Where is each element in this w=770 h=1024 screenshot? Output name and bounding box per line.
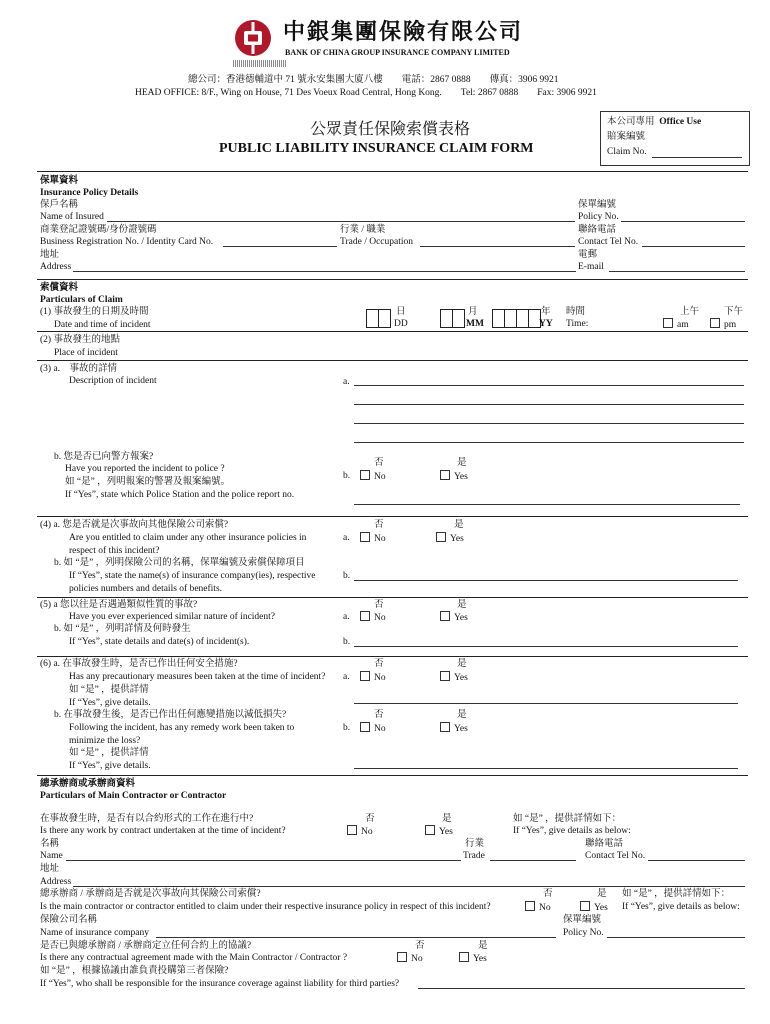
q6a-yes-option[interactable] — [440, 671, 468, 684]
c-contact-zh: 聯絡電話 — [585, 839, 624, 849]
claim-no-field[interactable] — [652, 157, 742, 158]
q6b-en2: minimize the loss? — [69, 736, 141, 746]
divider — [37, 516, 748, 517]
q3b-yes-option[interactable] — [440, 470, 468, 483]
q6b-details-field[interactable] — [354, 768, 738, 769]
c-q1-no-checkbox[interactable] — [347, 825, 357, 835]
c-trade-field[interactable] — [490, 860, 576, 861]
insured-zh: 保戶名稱 — [40, 200, 79, 210]
c-q2-zh: 總承辦商 / 承辦商是否就是次事故向其保險公司索償? — [40, 889, 261, 899]
c-policy-en: Policy No. — [563, 928, 604, 938]
c-q2-no-checkbox[interactable] — [525, 901, 535, 911]
contact-field[interactable] — [642, 246, 745, 247]
yes-zh: 是 — [442, 814, 452, 824]
yes-zh: 是 — [454, 520, 464, 530]
office-use-label — [607, 116, 701, 128]
q4a-yes-checkbox[interactable] — [436, 532, 446, 542]
email-field[interactable] — [609, 271, 745, 272]
no-en: No — [374, 724, 386, 734]
yes-zh: 是 — [457, 710, 467, 720]
q4a-zh: (4) a. 您是否就是次事故向其他保險公司索償? — [40, 520, 229, 530]
q2-en: Place of incident — [54, 348, 118, 358]
policy-no-field[interactable] — [621, 221, 745, 222]
yes-en: Yes — [594, 903, 608, 913]
company-logo — [233, 18, 273, 58]
contact-en: Contact Tel No. — [578, 237, 639, 247]
no-zh: 否 — [415, 941, 425, 951]
c-address-zh: 地址 — [40, 864, 60, 874]
boc-logo-icon — [233, 18, 273, 58]
divider — [37, 279, 748, 280]
yes-zh: 是 — [457, 659, 467, 669]
q5b-field[interactable] — [354, 646, 738, 647]
q6a-zh: (6) a. 在事故發生時，是否已作出任何安全措施? — [40, 659, 238, 669]
q6a-en: Has any precautionary measures been taken at the time of incident? — [69, 672, 326, 682]
q5b-zh: b. 如 “是” ，列明詳情及何時發生 — [54, 624, 191, 634]
q3a-en: Description of incident — [69, 376, 157, 386]
no-en: No — [374, 534, 386, 544]
head-office-zh: 總公司：香港德輔道中 71 號永安集團大廈八樓 電話：2867 0888 傳真：3906 9921 — [188, 75, 559, 85]
q4b-en2: policies numbers and details of benefits. — [69, 584, 223, 594]
insured-en: Name of Insured — [40, 212, 104, 222]
q3a-line-3[interactable] — [354, 423, 744, 424]
form-title-zh: 公眾責任保險索償表格 — [310, 121, 471, 138]
c-name-zh: 名稱 — [40, 839, 60, 849]
q3b-yes-en: If “Yes”, state which Police Station and the police report no. — [65, 490, 295, 500]
company-name-en: BANK OF CHINA GROUP INSURANCE COMPANY LIMITED — [285, 48, 510, 57]
c-q2-details-zh: 如 “是” ，提供詳情如下： — [622, 889, 731, 899]
month-en: MM — [466, 319, 484, 329]
yes-en: Yes — [454, 613, 468, 623]
q1-en: Date and time of incident — [54, 320, 151, 330]
no-zh: 否 — [543, 889, 553, 899]
day-digit-2[interactable] — [378, 309, 391, 328]
c-q2-yes-option[interactable] — [580, 901, 608, 914]
c-q3-zh: 是否已與總承辦商 / 承辦商定立任何合約上的協議? — [40, 941, 252, 951]
q6a-yes-zh: 如 “是” ，提供詳情 — [69, 685, 149, 695]
q3a-label: a. — [343, 377, 350, 387]
q5a-label: a. — [343, 612, 350, 622]
q4a-yes-option[interactable] — [436, 532, 464, 545]
divider — [37, 775, 748, 776]
yes-zh: 是 — [457, 600, 467, 610]
c-name-en: Name — [40, 851, 63, 861]
q4a-label: a. — [343, 533, 350, 543]
c-q1-zh: 在事故發生時，是否有以合約形式的工作在進行中? — [40, 814, 254, 824]
q3a-line-1[interactable] — [354, 385, 744, 386]
c-q1-no-option[interactable] — [347, 825, 373, 838]
c-trade-zh: 行業 — [465, 839, 485, 849]
br-zh: 商業登記證號碼/身份證號碼 — [40, 225, 157, 235]
address-en: Address — [40, 262, 72, 272]
yes-en: Yes — [454, 673, 468, 683]
q6b-no-checkbox[interactable] — [360, 722, 370, 732]
divider — [37, 360, 748, 361]
no-en: No — [411, 954, 423, 964]
no-en: No — [374, 613, 386, 623]
time-zh: 時間 — [566, 307, 586, 317]
c-q4-en: If “Yes”, who shall be responsible for the insurance coverage against liability for third parties? — [40, 979, 400, 989]
am-zh: 上午 — [680, 307, 700, 317]
q5a-yes-checkbox[interactable] — [440, 611, 450, 621]
yes-en: Yes — [439, 827, 453, 837]
policy-heading-en: Insurance Policy Details — [40, 188, 139, 198]
c-policy-zh: 保單編號 — [563, 915, 602, 925]
c-q3-yes-option[interactable] — [459, 952, 487, 965]
yes-zh: 是 — [597, 889, 607, 899]
year-zh: 年 — [541, 307, 551, 317]
c-address-en: Address — [40, 877, 72, 887]
head-office-en: HEAD OFFICE: 8/F., Wing on House, 71 Des Voeux Road Central, Hong Kong. Tel: 2867 0888 Fax: 3906 9921 — [135, 88, 597, 98]
q3a-line-2[interactable] — [354, 404, 744, 405]
c-ins-zh: 保險公司名稱 — [40, 915, 98, 925]
pm-option[interactable] — [710, 318, 736, 331]
q3b-no-checkbox[interactable] — [360, 470, 370, 480]
month-digit-2[interactable] — [452, 309, 465, 328]
q6a-no-checkbox[interactable] — [360, 671, 370, 681]
contractor-heading-zh: 總承辦商或承辦商資料 — [40, 779, 136, 789]
policy-heading-zh: 保單資料 — [40, 176, 79, 186]
q6a-details-field[interactable] — [354, 703, 738, 704]
address-field[interactable] — [73, 271, 576, 272]
policy-no-zh: 保單編號 — [578, 200, 617, 210]
logo-divider — [233, 60, 287, 67]
q4b-en1: If “Yes”, state the name(s) of insurance company(ies), respective — [69, 571, 316, 581]
q5a-no-option[interactable] — [360, 611, 386, 624]
c-q4-zh: 如 “是” ，根據協議由誰負責投購第三者保險? — [40, 966, 229, 976]
office-use-zh: 本公司專用 — [607, 117, 655, 127]
claim-heading-en: Particulars of Claim — [40, 295, 123, 305]
q5b-label: b. — [343, 637, 351, 647]
q3a-zh: (3) a. 事故的詳情 — [40, 364, 118, 374]
no-en: No — [361, 827, 373, 837]
c-q2-no-option[interactable] — [525, 901, 551, 914]
q4b-label: b. — [343, 571, 351, 581]
no-zh: 否 — [374, 659, 384, 669]
q3b-label: b. — [343, 471, 351, 481]
no-zh: 否 — [374, 458, 384, 468]
c-q4-field[interactable] — [418, 988, 745, 989]
divider — [37, 331, 748, 332]
q6b-zh: b. 在事故發生後，是否已作出任何應變措施以減低損失? — [54, 710, 287, 720]
policy-no-en: Policy No. — [578, 212, 619, 222]
divider — [37, 171, 748, 172]
form-title-en: PUBLIC LIABILITY INSURANCE CLAIM FORM — [219, 141, 534, 156]
yes-en: Yes — [454, 724, 468, 734]
q4a-en2: respect of this incident? — [69, 546, 160, 556]
c-q3-no-option[interactable] — [397, 952, 423, 965]
company-name-zh: 中銀集團保險有限公司 — [283, 19, 524, 44]
br-en: Business Registration No. / Identity Card No. — [40, 237, 214, 247]
no-zh: 否 — [365, 814, 375, 824]
c-q1-yes-checkbox[interactable] — [425, 825, 435, 835]
q3b-zh: b. 您是否已向警方報案? — [54, 452, 154, 462]
q4a-en1: Are you entitled to claim under any other insurance policies in — [69, 533, 307, 543]
no-zh: 否 — [374, 710, 384, 720]
q5a-yes-option[interactable] — [440, 611, 468, 624]
c-contact-field[interactable] — [648, 860, 745, 861]
c-q3-no-checkbox[interactable] — [397, 952, 407, 962]
c-q2-details-en: If “Yes”, give details as below: — [622, 902, 740, 912]
c-policy-field[interactable] — [607, 937, 745, 938]
q3b-no-option[interactable] — [360, 470, 386, 483]
yes-en: Yes — [473, 954, 487, 964]
email-zh: 電郵 — [578, 250, 598, 260]
no-zh: 否 — [374, 520, 384, 530]
am-checkbox[interactable] — [663, 318, 673, 328]
pm-en: pm — [724, 320, 737, 330]
c-contact-en: Contact Tel No. — [585, 851, 646, 861]
q6b-no-option[interactable] — [360, 722, 386, 735]
q6b-en1: Following the incident, has any remedy work been taken to — [69, 723, 295, 733]
email-en: E-mail — [578, 262, 604, 272]
c-q1-details-en: If “Yes”, give details as below: — [513, 826, 631, 836]
no-en: No — [374, 472, 386, 482]
divider — [37, 597, 748, 598]
q5a-zh: (5) a 您以往是否遇過類似性質的事故? — [40, 600, 198, 610]
day-en: DD — [394, 319, 408, 329]
q4a-no-option[interactable] — [360, 532, 386, 545]
q6b-label: b. — [343, 723, 351, 733]
br-field[interactable] — [223, 246, 337, 247]
q6a-yes-checkbox[interactable] — [440, 671, 450, 681]
q4b-zh: b. 如 “是” ，列明保險公司的名稱，保單編號及索償保障項目 — [54, 558, 305, 568]
q4b-field[interactable] — [354, 580, 738, 581]
claim-heading-zh: 索償資料 — [40, 283, 79, 293]
pm-checkbox[interactable] — [710, 318, 720, 328]
q3b-yes-checkbox[interactable] — [440, 470, 450, 480]
q6a-no-option[interactable] — [360, 671, 386, 684]
q3a-line-4[interactable] — [354, 442, 744, 443]
q5b-en: If “Yes”, state details and date(s) of incident(s). — [69, 637, 250, 647]
q6b-yes-en: If “Yes”, give details. — [69, 761, 151, 771]
trade-field[interactable] — [420, 246, 575, 247]
q6b-yes-zh: 如 “是” ，提供詳情 — [69, 748, 149, 758]
yes-en: Yes — [454, 472, 468, 482]
c-address-field[interactable] — [73, 886, 745, 887]
q2-zh: (2) 事故發生的地點 — [40, 335, 120, 345]
trade-zh: 行業 / 職業 — [340, 225, 386, 235]
day-zh: 日 — [396, 307, 406, 317]
yes-en: Yes — [450, 534, 464, 544]
q1-zh: (1) 事故發生的日期及時間 — [40, 307, 149, 317]
am-option[interactable] — [663, 318, 689, 331]
yes-zh: 是 — [478, 941, 488, 951]
q3b-en: Have you reported the incident to police ? — [65, 464, 225, 474]
c-ins-en: Name of insurance company — [40, 928, 149, 938]
c-q1-yes-option[interactable] — [425, 825, 453, 838]
trade-en: Trade / Occupation — [340, 237, 413, 247]
am-en: am — [677, 320, 689, 330]
time-en: Time: — [566, 319, 589, 329]
q6b-yes-option[interactable] — [440, 722, 468, 735]
q6b-yes-checkbox[interactable] — [440, 722, 450, 732]
c-q2-en: Is the main contractor or contractor entitled to claim under their respective insurance policy in respect of this incident? — [40, 902, 491, 912]
q5a-en: Have you ever experienced similar nature of incident? — [69, 612, 276, 622]
address-zh: 地址 — [40, 250, 60, 260]
year-en: YY — [539, 319, 553, 329]
insured-field[interactable] — [107, 221, 575, 222]
q6a-yes-en: If “Yes”, give details. — [69, 698, 151, 708]
no-en: No — [374, 673, 386, 683]
q6a-label: a. — [343, 672, 350, 682]
yes-zh: 是 — [457, 458, 467, 468]
office-use-en: Office Use — [659, 117, 702, 127]
c-trade-en: Trade — [463, 851, 485, 861]
no-en: No — [539, 903, 551, 913]
q3b-police-field[interactable] — [354, 504, 740, 505]
c-q3-en: Is there any contractual agreement made with the Main Contractor / Contractor ? — [40, 953, 348, 963]
c-q1-details-zh: 如 “是” ，提供詳情如下： — [513, 814, 622, 824]
contractor-heading-en: Particulars of Main Contractor or Contractor — [40, 791, 227, 801]
claim-no-en: Claim No. — [607, 147, 647, 157]
q4a-no-checkbox[interactable] — [360, 532, 370, 542]
contact-zh: 聯絡電話 — [578, 225, 617, 235]
c-name-field[interactable] — [66, 860, 461, 861]
c-q3-yes-checkbox[interactable] — [459, 952, 469, 962]
c-ins-field[interactable] — [156, 937, 556, 938]
divider — [37, 656, 748, 657]
pm-zh: 下午 — [724, 307, 744, 317]
c-q2-yes-checkbox[interactable] — [580, 901, 590, 911]
q5a-no-checkbox[interactable] — [360, 611, 370, 621]
month-zh: 月 — [468, 307, 478, 317]
q3b-yes-zh: 如 “是” ，列明報案的警署及報案編號。 — [65, 477, 231, 487]
no-zh: 否 — [374, 600, 384, 610]
claim-no-zh: 賠案編號 — [607, 132, 646, 142]
c-q1-en: Is there any work by contract undertaken at the time of incident? — [40, 826, 286, 836]
